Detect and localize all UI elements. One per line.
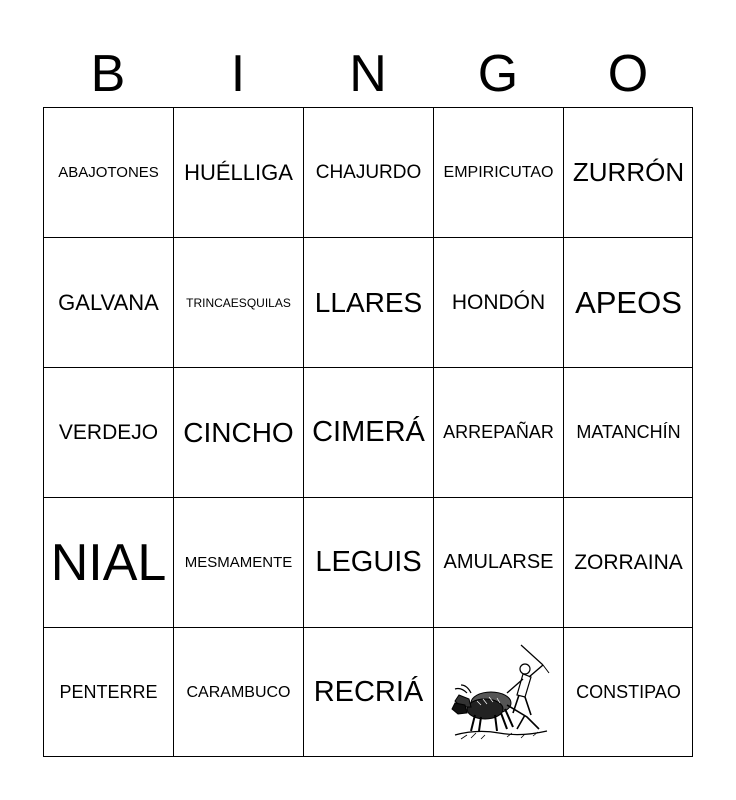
bingo-cell-1-2[interactable]: HUÉLLIGA [173,107,303,237]
header-letter-o: O [607,45,649,103]
bingo-cell-5-2[interactable]: CARAMBUCO [173,627,303,757]
header-letter-g: G [477,45,519,103]
header-letter-i: I [230,45,246,103]
bingo-cell-1-1[interactable]: ABAJOTONES [43,107,173,237]
bingo-cell-2-2[interactable]: TRINCAESQUILAS [173,237,303,367]
bingo-cell-3-5[interactable]: MATANCHÍN [563,367,693,497]
bingo-cell-2-1[interactable]: GALVANA [43,237,173,367]
bingo-cell-3-3[interactable]: CIMERÁ [303,367,433,497]
bingo-cell-1-4[interactable]: EMPIRICUTAO [433,107,563,237]
plowman-with-oxen-icon [447,643,551,743]
bingo-cell-2-4[interactable]: HONDÓN [433,237,563,367]
bingo-board [43,107,693,757]
bingo-cell-4-3[interactable]: LEGUIS [303,497,433,627]
bingo-cell-1-5[interactable]: ZURRÓN [563,107,693,237]
free-space-cell[interactable] [433,627,563,757]
header-letter-n: N [349,45,387,103]
bingo-header [43,40,693,108]
bingo-cell-5-3[interactable]: RECRIÁ [303,627,433,757]
bingo-cell-3-1[interactable]: VERDEJO [43,367,173,497]
bingo-cell-1-3[interactable]: CHAJURDO [303,107,433,237]
bingo-cell-5-5[interactable]: CONSTIPAO [563,627,693,757]
bingo-cell-4-4[interactable]: AMULARSE [433,497,563,627]
bingo-cell-5-1[interactable]: PENTERRE [43,627,173,757]
bingo-cell-4-1[interactable]: NIAL [43,497,173,627]
bingo-cell-3-4[interactable]: ARREPAÑAR [433,367,563,497]
bingo-cell-3-2[interactable]: CINCHO [173,367,303,497]
bingo-cell-2-3[interactable]: LLARES [303,237,433,367]
bingo-cell-4-5[interactable]: ZORRAINA [563,497,693,627]
header-letter-b: B [90,45,126,103]
bingo-cell-2-5[interactable]: APEOS [563,237,693,367]
bingo-cell-4-2[interactable]: MESMAMENTE [173,497,303,627]
